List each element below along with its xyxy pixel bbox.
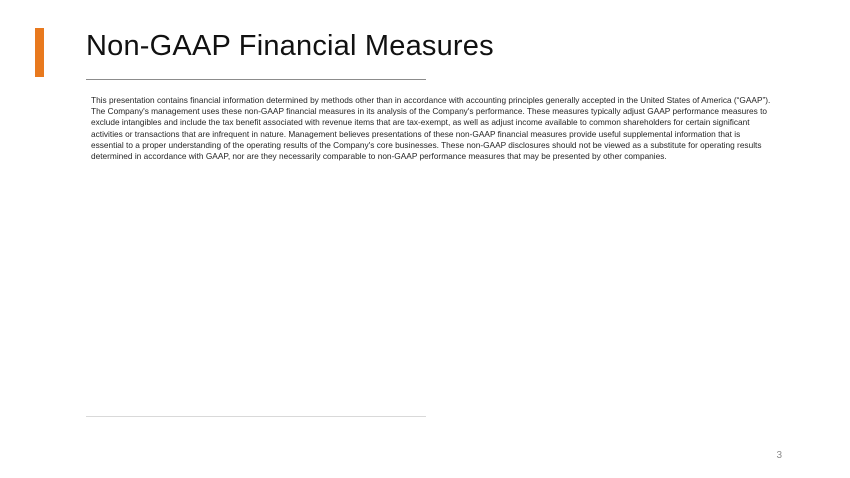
page-number: 3 — [776, 450, 782, 461]
footer-divider — [86, 416, 426, 417]
title-divider — [86, 79, 426, 80]
slide-title: Non-GAAP Financial Measures — [86, 30, 494, 62]
body-paragraph: This presentation contains financial information determined by methods other than in accordance with accounting principles generally accepted in the United States of America (“GAAP”). The Company's management uses these non-GAAP financial measures in its analysis of the Company's performance. These measures typically adjust GAAP performance measures to exclude intangibles and include the tax benefit associated with revenue items that are tax-exempt, as well as adjust income available to common shareholders for certain significant activities or transactions that are infrequent in nature. Management believes presentations of these non-GAAP financial measures provide useful supplemental information that is essential to a proper understanding of the operating results of the Company's core businesses. These non-GAAP disclosures should not be viewed as a substitute for operating results determined in accordance with GAAP, nor are they necessarily comparable to non-GAAP performance measures that may be presented by other companies. — [91, 95, 771, 162]
title-accent-bar — [35, 28, 44, 77]
